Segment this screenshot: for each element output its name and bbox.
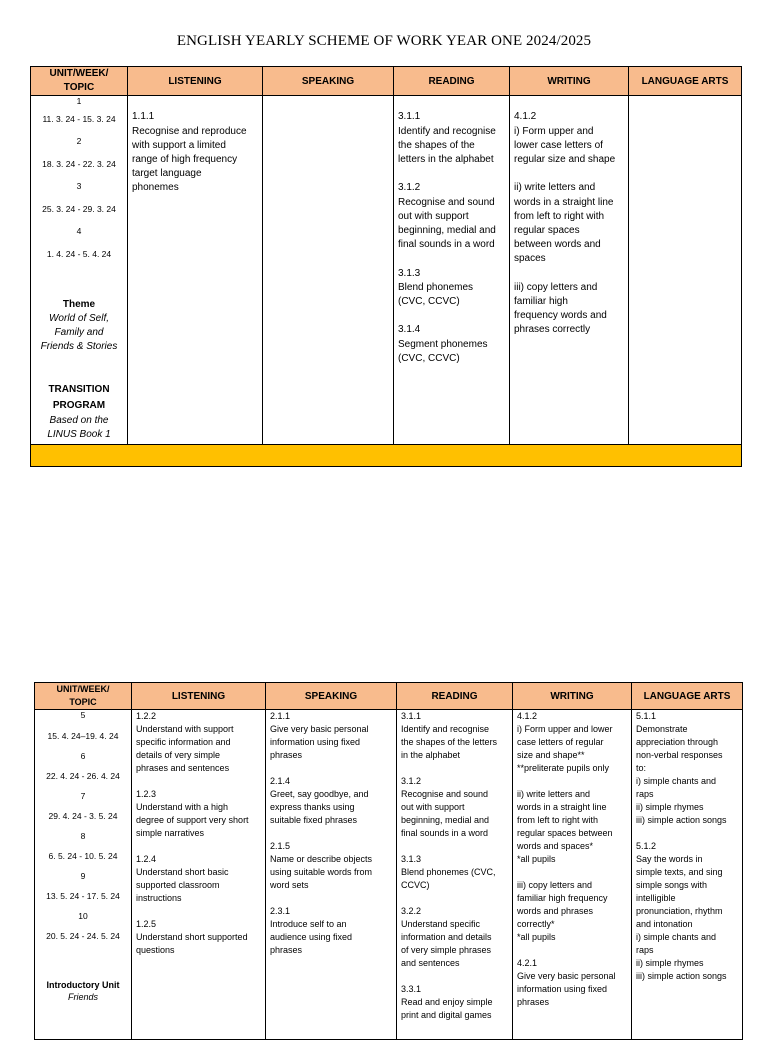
header-language-arts: LANGUAGE ARTS <box>632 683 743 710</box>
unit-week-topic-cell <box>31 96 128 445</box>
week-range: 11. 3. 24 - 15. 3. 24 <box>42 114 116 125</box>
week-number: 9 <box>80 871 86 881</box>
header-reading: READING <box>394 67 510 96</box>
table-header-row <box>35 683 743 710</box>
week-number: 1 <box>76 96 82 107</box>
reading-cell: 3.1.1 Identify and recognise the shapes of the letters in the alphabet 3.1.2 Recognise and sound out with support beginning, medial and final sounds in a word 3.1.3 Blend phonemes (CVC, CCVC) 3.1.4 Segment phonemes (CVC, CCVC) <box>394 96 510 445</box>
table-row <box>35 710 743 1040</box>
language-arts-cell: 5.1.1 Demonstrate appreciation through non-verbal responses to: i) simple chants and raps ii) simple rhymes iii) simple action songs 5.1.2 Say the words in simple texts, and sing simple songs with intelligible pronunciation, rhythm and intonation i) simple chants and raps ii) simple rhymes iii) simple action songs <box>632 710 743 1040</box>
week-range: 20. 5. 24 - 24. 5. 24 <box>46 931 120 941</box>
header-listening: LISTENING <box>128 67 263 96</box>
week-number: 3 <box>76 181 82 192</box>
week-number: 4 <box>76 226 82 237</box>
document-title: ENGLISH YEARLY SCHEME OF WORK YEAR ONE 2024/2025 <box>176 33 592 49</box>
listening-cell: 1.1.1 Recognise and reproduce with support a limited range of high frequency target language phonemes <box>128 96 263 445</box>
header-writing: WRITING <box>510 67 629 96</box>
week-number: 2 <box>76 136 82 147</box>
highlight-strip <box>31 445 742 467</box>
week-number: 10 <box>78 911 88 921</box>
program-value: Based on the LINUS Book 1 <box>47 415 111 441</box>
week-range: 1. 4. 24 - 5. 4. 24 <box>46 249 112 260</box>
scheme-table-2 <box>34 682 743 1040</box>
week-range: 22. 4. 24 - 26. 4. 24 <box>46 771 120 781</box>
header-unit-week-topic: UNIT/WEEK/ TOPIC <box>35 683 132 710</box>
week-range: 13. 5. 24 - 17. 5. 24 <box>46 891 120 901</box>
week-range: 25. 3. 24 - 29. 3. 24 <box>42 204 116 215</box>
speaking-cell: 2.1.1 Give very basic personal information using fixed phrases 2.1.4 Greet, say goodbye, and express thanks using suitable fixed phrases 2.1.5 Name or describe objects using suitable words from word sets 2.3.1 Introduce self to an audience using fixed phrases <box>266 710 397 1040</box>
header-reading: READING <box>397 683 513 710</box>
week-range: 15. 4. 24–19. 4. 24 <box>47 731 119 741</box>
writing-cell: 4.1.2 i) Form upper and lower case letters of regular size and shape ii) write letters and words in a straight line from left to right with regular spaces between words and spaces iii) copy letters and familiar high frequency words and phrases correctly <box>510 96 629 445</box>
header-unit-week-topic: UNIT/WEEK/ TOPIC <box>31 67 128 96</box>
week-number: 6 <box>80 751 86 761</box>
reading-cell: 3.1.1 Identify and recognise the shapes of the letters in the alphabet 3.1.2 Recognise and sound out with support beginning, medial and final sounds in a word 3.1.3 Blend phonemes (CVC, CCVC) 3.2.2 Understand specific information and details of very simple phrases and sentences 3.3.1 Read and enjoy simple print and digital games <box>397 710 513 1040</box>
highlight-strip-row <box>31 445 742 467</box>
theme-value: World of Self, Family and Friends & Stories <box>40 313 118 353</box>
header-language-arts: LANGUAGE ARTS <box>629 67 742 96</box>
theme-heading: Theme <box>62 299 96 311</box>
week-number: 7 <box>80 791 86 801</box>
table-header-row <box>31 67 742 96</box>
header-speaking: SPEAKING <box>263 67 394 96</box>
writing-cell: 4.1.2 i) Form upper and lower case letters of regular size and shape** **preliterate pupils only ii) write letters and words in a straight line from left to right with regular spaces between words and spaces* *all pupils iii) copy letters and familiar high frequency words and phrases correctly* *all pupils 4.2.1 Give very basic personal information using fixed phrases <box>513 710 632 1040</box>
table-row <box>31 96 742 445</box>
week-number: 5 <box>80 710 86 720</box>
unit-week-topic-cell <box>35 710 132 1040</box>
header-writing: WRITING <box>513 683 632 710</box>
speaking-cell <box>263 96 394 445</box>
scheme-table-1 <box>30 66 742 467</box>
week-number: 8 <box>80 831 86 841</box>
language-arts-cell <box>629 96 742 445</box>
week-range: 18. 3. 24 - 22. 3. 24 <box>42 159 116 170</box>
unit-heading: Introductory Unit <box>46 980 120 990</box>
week-range: 6. 5. 24 - 10. 5. 24 <box>48 851 118 861</box>
program-heading: TRANSITION PROGRAM <box>48 384 110 412</box>
listening-cell: 1.2.2 Understand with support specific information and details of very simple phrases and sentences 1.2.3 Understand with a high degree of support very short simple narratives 1.2.4 Understand short basic supported classroom instructions 1.2.5 Understand short supported questions <box>132 710 266 1040</box>
header-speaking: SPEAKING <box>266 683 397 710</box>
unit-value: Friends <box>67 992 98 1002</box>
header-listening: LISTENING <box>132 683 266 710</box>
week-range: 29. 4. 24 - 3. 5. 24 <box>48 811 118 821</box>
